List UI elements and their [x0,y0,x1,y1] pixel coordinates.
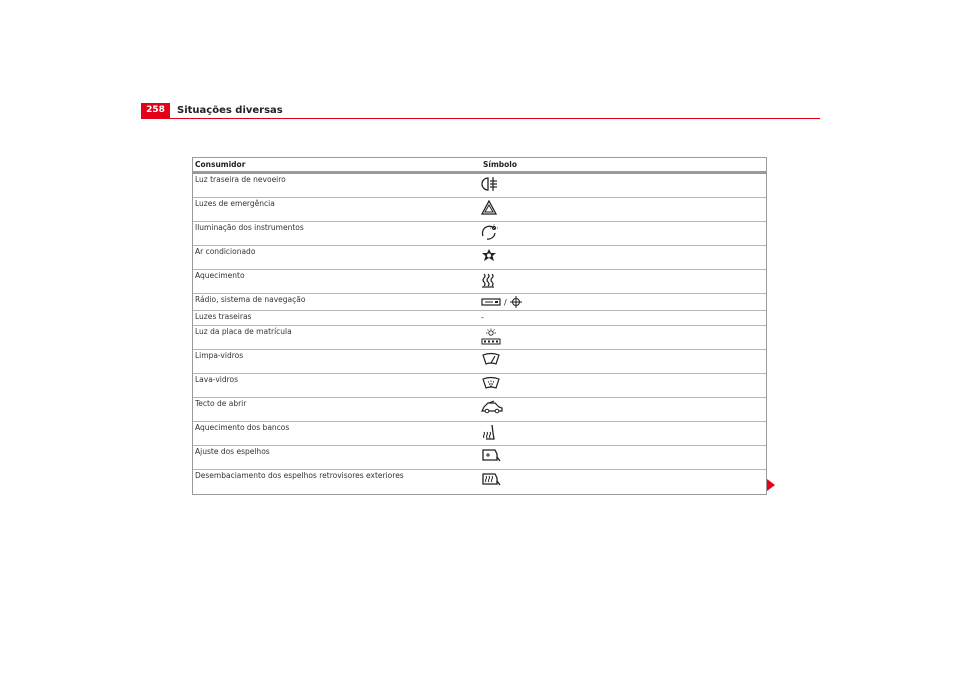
consumer-label: Aquecimento [195,271,245,280]
license-plate-light-icon [481,328,501,346]
column-header-consumer: Consumidor [195,160,246,169]
consumer-label: Lava-vidros [195,375,239,384]
seat-heating-icon [481,424,497,442]
symbol-separator: / [504,297,507,307]
table-row [193,470,766,494]
consumer-symbol-table [192,157,767,495]
consumer-label: Desembaciamento dos espelhos retrovisores exteriores [195,471,404,480]
table-row [193,311,766,326]
table-row [193,270,766,294]
section-title: Situações diversas [177,105,283,116]
air-conditioning-icon [481,248,497,264]
page-number: 258 [141,103,170,118]
mirror-defrost-icon [481,472,501,486]
consumer-label: Limpa-vidros [195,351,244,360]
hazard-warning-icon [481,200,497,216]
table-row [193,294,766,311]
next-page-arrow-icon[interactable] [767,479,775,491]
table-row [193,446,766,470]
wiper-icon [481,352,501,366]
consumer-label: Luzes traseiras [195,312,252,321]
heating-icon [481,272,495,288]
table-row [193,174,766,198]
table-row [193,326,766,350]
consumer-label: Ar condicionado [195,247,256,256]
rear-fog-light-icon [481,176,499,192]
table-row [193,246,766,270]
consumer-label: Iluminação dos instrumentos [195,223,304,232]
consumer-label: Rádio, sistema de navegação [195,295,306,304]
table-row [193,398,766,422]
column-header-symbol: Símbolo [483,160,518,169]
consumer-label: Aquecimento dos bancos [195,423,290,432]
table-row [193,222,766,246]
symbol-dash: - [481,313,484,322]
instrument-lighting-icon [481,224,499,240]
table-row [193,198,766,222]
mirror-adjust-icon [481,448,501,462]
navigation-icon [510,296,522,308]
consumer-label: Luz da placa de matrícula [195,327,292,336]
table-row [193,350,766,374]
radio-icon [481,297,501,307]
sunroof-icon [481,400,503,414]
table-row [193,422,766,446]
consumer-label: Luz traseira de nevoeiro [195,175,286,184]
table-row [193,374,766,398]
consumer-label: Ajuste dos espelhos [195,447,270,456]
table-header [193,158,766,174]
header-rule [141,118,820,119]
washer-icon [481,376,501,390]
consumer-label: Tecto de abrir [195,399,247,408]
consumer-label: Luzes de emergência [195,199,275,208]
